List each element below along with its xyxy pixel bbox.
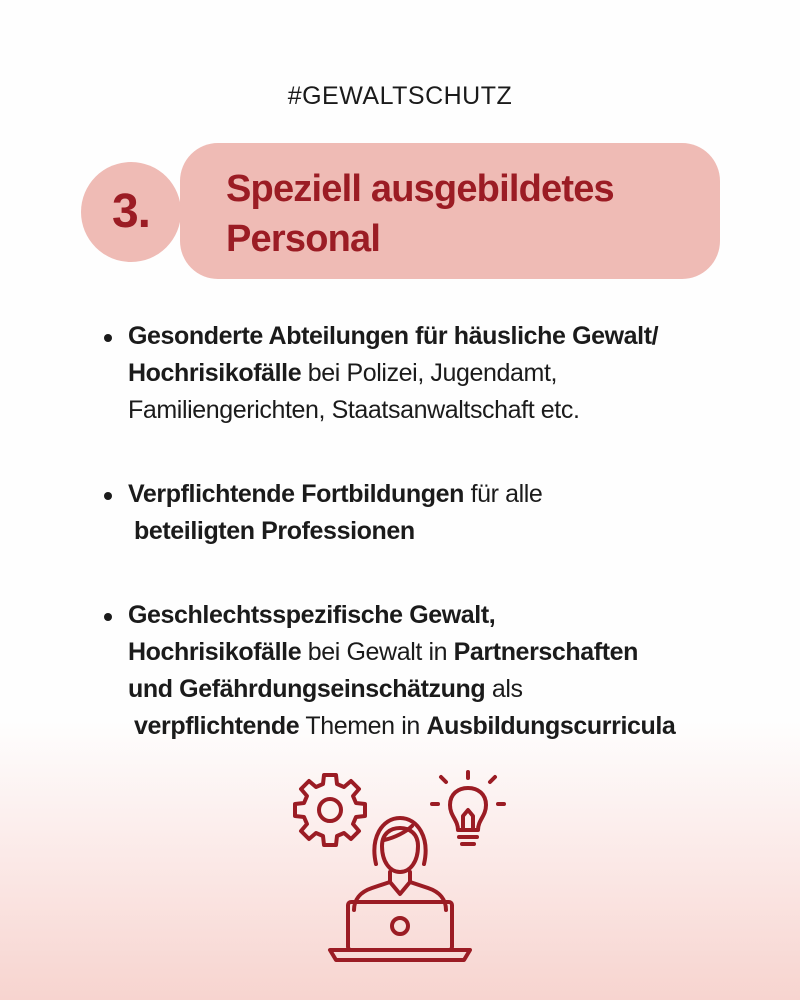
bullet-1-bold-2: Hochrisikofälle [128, 359, 302, 387]
section-title-line-1: Speziell ausgebildetes [226, 168, 614, 210]
gear-icon [295, 775, 365, 845]
bullet-item-2 [100, 476, 760, 550]
bullet-3-line-1 [128, 597, 760, 634]
lightbulb-icon [432, 772, 504, 844]
bullet-2-bold-2: beteiligten Professionen [134, 517, 415, 545]
bullet-3-bold-1: Geschlechtsspezifische Gewalt, [128, 601, 496, 629]
bullet-3-line-3 [128, 671, 760, 708]
bullet-3-bold-3: und Gefährdungseinschätzung [128, 675, 486, 703]
hashtag: #GEWALTSCHUTZ [287, 82, 513, 110]
bullet-1-text-2: bei Polizei, Jugendamt, [301, 359, 558, 387]
bullet-2-text-1: für alle [464, 480, 543, 508]
bullet-3-text-2: bei Gewalt in [301, 638, 454, 666]
bullet-3-bold-2a: Hochrisikofälle [128, 638, 302, 666]
bullet-list [100, 318, 760, 745]
bullet-3-line-2 [128, 634, 760, 671]
illustration [290, 768, 510, 968]
bullet-3-text-3: als [485, 675, 523, 703]
bullet-1-line-2 [128, 355, 760, 392]
bullet-3-line-4 [128, 708, 760, 745]
bullet-3-text-4: Themen in [299, 712, 427, 740]
section-title [226, 164, 696, 264]
bullet-3-bold-2b: Partnerschaften [453, 638, 639, 666]
section-number: 3. [111, 185, 151, 238]
bullet-item-1 [100, 318, 760, 429]
bullet-2-line-2 [128, 513, 760, 550]
bullet-1-bold-1: Gesonderte Abteilungen für häusliche Gewalt/ [128, 322, 659, 350]
bullet-2-line-1 [128, 476, 760, 513]
section-title-line-2: Personal [226, 218, 381, 260]
bullet-3-bold-4a: verpflichtende [134, 712, 300, 740]
bullet-3-bold-4b: Ausbildungscurricula [426, 712, 676, 740]
bullet-2-bold-1: Verpflichtende Fortbildungen [128, 480, 465, 508]
bullet-item-3 [100, 597, 760, 745]
bullet-1-line-3: Familiengerichten, Staatsanwaltschaft etc. [128, 396, 580, 424]
bullet-1-line-1 [128, 318, 760, 355]
